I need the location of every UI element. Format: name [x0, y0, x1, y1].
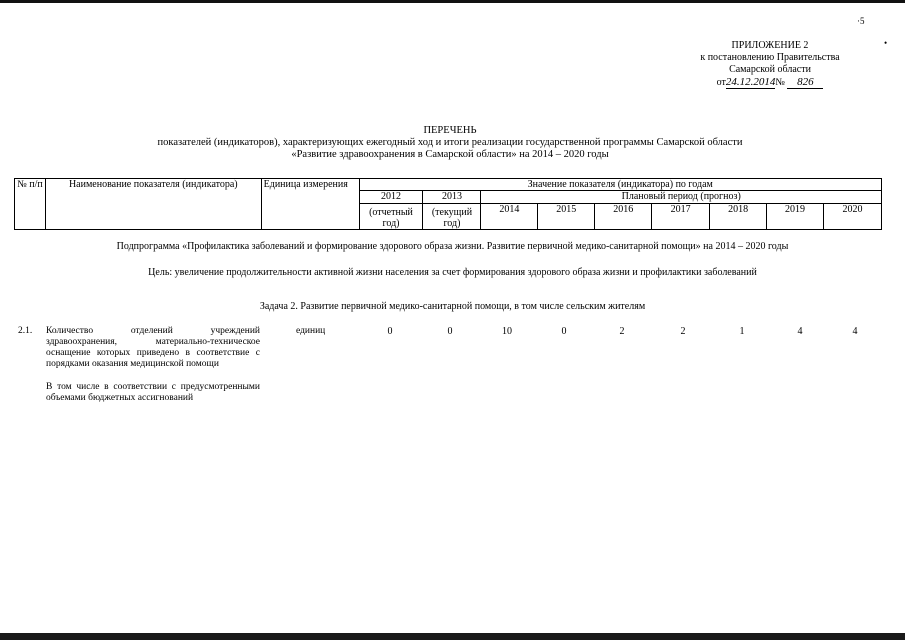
number-value: 826 — [787, 76, 823, 89]
indicator-table-header — [14, 178, 882, 230]
value-2019: 4 — [797, 326, 803, 337]
header-year-2012: 2012 (отчетный год) — [359, 191, 423, 230]
appendix-block — [660, 40, 880, 89]
row-unit: единиц — [296, 326, 326, 336]
header-unit: Единица измерения — [261, 179, 359, 230]
header-plan-year: 2020 — [823, 204, 881, 230]
date-value: 24.12.2014 — [725, 76, 776, 88]
appendix-line-1: к постановлению Правительства — [700, 52, 840, 63]
document-heading: ПЕРЕЧЕНЬ — [423, 125, 477, 136]
header-plan-year: 2014 — [481, 204, 538, 230]
bullet-mark: • — [884, 38, 888, 48]
appendix-line-2: Самарской области — [729, 64, 811, 75]
header-name: Наименование показателя (индикатора) — [45, 179, 261, 230]
document-subtitle-2: «Развитие здравоохранения в Самарской области» на 2014 – 2020 годы — [291, 149, 609, 160]
header-values-group: Значение показателя (индикатора) по годам — [359, 179, 881, 191]
task-text: Задача 2. Развитие первичной медико-санитарной помощи, в том числе сельским жителям — [259, 301, 646, 312]
value-2017: 2 — [680, 326, 686, 337]
number-prefix: № — [775, 77, 785, 88]
goal-text: Цель: увеличение продолжительности активной жизни населения за счет формирования здорового образа жизни и профилактики заболеваний — [148, 267, 757, 278]
header-plan-year: 2017 — [652, 204, 710, 230]
header-plan-group: Плановый период (прогноз) — [481, 191, 882, 204]
scan-bottom-edge — [0, 633, 905, 640]
header-plan-year: 2016 — [595, 204, 652, 230]
header-plan-year: 2018 — [710, 204, 767, 230]
value-2020: 4 — [852, 326, 858, 337]
document-title — [100, 125, 800, 161]
subprogram-title: Подпрограмма «Профилактика заболеваний и формирование здорового образа жизни. Развитие первичной медико-санитарной помощи» на 2014 – 2020 годы — [116, 241, 789, 252]
row-num: 2.1. — [18, 326, 33, 336]
row-subnote: В том числе в соответствии с предусмотренными объемами бюджетных ассигнований — [46, 382, 260, 403]
value-2013: 0 — [447, 326, 453, 337]
appendix-date-line — [660, 76, 880, 89]
value-2014: 10 — [502, 326, 512, 337]
header-plan-year: 2019 — [767, 204, 824, 230]
appendix-title: ПРИЛОЖЕНИЕ 2 — [731, 40, 809, 51]
header-year-2013: 2013 (текущий год) — [423, 191, 481, 230]
document-subtitle-1: показателей (индикаторов), характеризующих ежегодный ход и итоги реализации государственной программы Самарской области — [157, 137, 743, 148]
header-plan-year: 2015 — [538, 204, 595, 230]
corner-mark: ·5 — [857, 16, 865, 26]
scan-top-edge — [0, 0, 905, 3]
value-2015: 0 — [561, 326, 567, 337]
value-2012: 0 — [387, 326, 393, 337]
row-name: Количество отделений учреждений здравоохранения, материально-техническое оснащение которых приведено в соответствие с порядками оказания медицинской помощи — [46, 326, 260, 369]
value-2018: 1 — [739, 326, 745, 337]
header-num: № п/п — [15, 179, 46, 230]
value-2016: 2 — [619, 326, 625, 337]
date-prefix: от — [716, 77, 726, 88]
